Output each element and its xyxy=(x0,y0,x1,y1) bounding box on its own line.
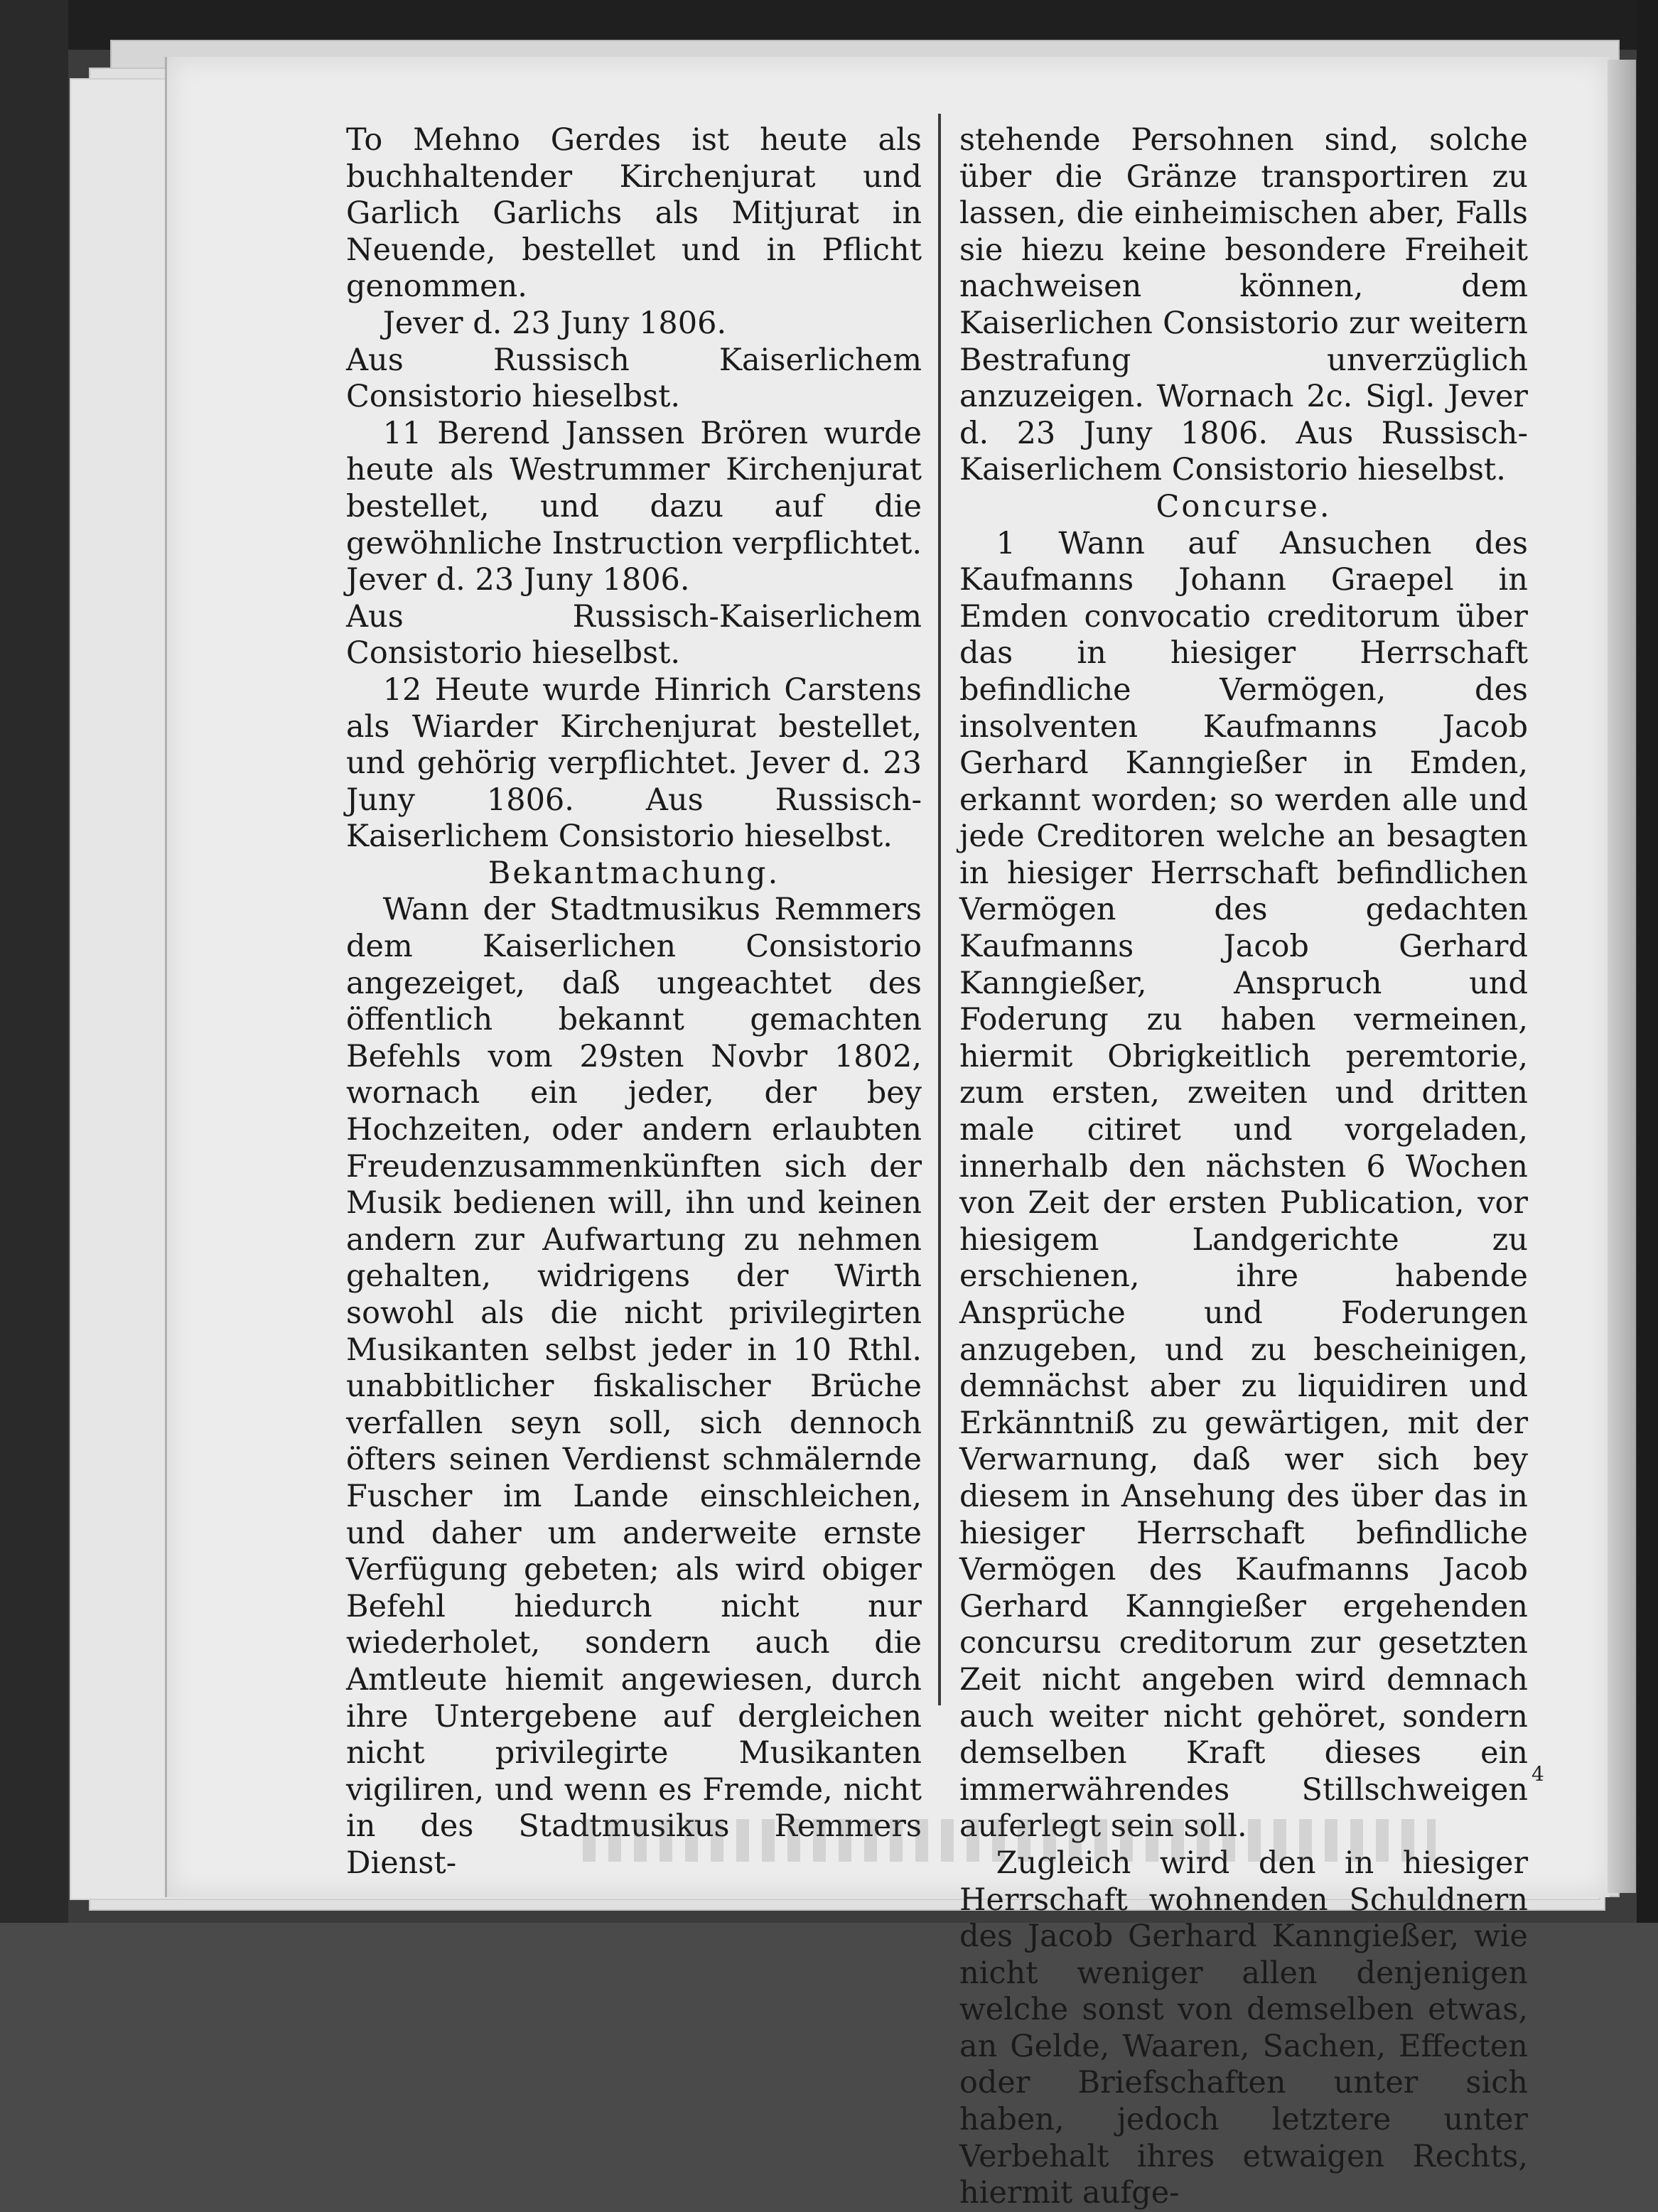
announcement-paragraph: stehende Persohnen sind, solche über die Gränze transportiren zu lassen, die einheimischen aber, Falls sie hiezu keine besondere Freiheit nachweisen können, dem Kaiserlichen Consistorio zur weitern Bestrafung unverzüglich anzuzeigen. Wornach 2c. Sigl. Jever d. 23 Juny 1806. Aus Russisch-Kaiserlichem Consistorio hieselbst. xyxy=(959,122,1528,488)
announcement-paragraph: 11 Berend Janssen Brören wurde heute als Westrummer Kirchenjurat bestellet, und dazu auf die gewöhnliche Instruction verpflichtet. Jever d. 23 Juny 1806. xyxy=(346,415,922,598)
left-column xyxy=(346,122,922,1882)
section-heading: Bekantmachung. xyxy=(488,855,780,891)
announcement-signature: Aus Russisch Kaiserlichem Consistorio hieselbst. xyxy=(346,342,922,415)
announcement-paragraph: 1 Wann auf Ansuchen des Kaufmanns Johann Graepel in Emden convocatio creditorum über das in hiesiger Herrschaft befindliche Vermögen, des insolventen Kaufmanns Jacob Gerhard Kanngießer in Emden, erkannt worden; so werden alle und jede Creditoren welche an besagten in hiesiger Herrschaft befindlichen Vermögen des gedachten Kaufmanns Jacob Gerhard Kanngießer, Anspruch und Foderung zu haben vermeinen, hiermit Obrigkeitlich peremtorie, zum ersten, zweiten und dritten male citiret und vorgeladen, innerhalb den nächsten 6 Wochen von Zeit der ersten Publication, vor hiesigem Landgerichte zu erschienen, ihre habende Ansprüche und Foderungen anzugeben, und zu bescheinigen, demnächst aber zu liquidiren und Erkänntniß zu gewärtigen, mit der Verwarnung, daß wer sich bey diesem in Ansehung des über das in hiesiger Herrschaft befindliche Vermögen des Kaufmanns Jacob Gerhard Kanngießer ergehenden concursu creditorum zur gesetzten Zeit nicht angeben wird demnach auch weiter nicht gehöret, sondern demselben Kraft dieses ein immerwährendes Stillschweigen auferlegt sein soll. xyxy=(959,525,1528,1845)
show-through-bleed xyxy=(583,1819,1436,1862)
announcement-paragraph: Wann der Stadtmusikus Remmers dem Kaiserlichen Consistorio angezeiget, daß ungeachtet des öffentlich bekannt gemachten Befehls vom 29sten Novbr 1802, wornach ein jeder, der bey Hochzeiten, oder andern erlaubten Freudenzusammenkünften sich der Musik bedienen will, ihn und keinen andern zur Aufwartung zu nehmen gehalten, widrigens der Wirth sowohl als die nicht privilegirten Musikanten selbst jeder in 10 Rthl. unabbitlicher fiskalischer Brüche verfallen seyn soll, sich dennoch öfters seinen Verdienst schmälernde Fuscher im Lande einschleichen, und daher um anderweite ernste Verfügung gebeten; als wird obiger Befehl hiedurch nicht nur wiederholet, sondern auch die Amtleute hiemit angewiesen, durch ihre Untergebene auf dergleichen nicht privilegirte Musikanten vigiliren, und wenn es Fremde, nicht in des Stadtmusikus Remmers Dienst- xyxy=(346,892,922,1881)
section-heading: Concurse. xyxy=(1156,488,1332,524)
right-column xyxy=(959,122,1528,2212)
announcement-paragraph: 12 Heute wurde Hinrich Carstens als Wiarder Kirchenjurat bestellet, und gehörig verpflichtet. Jever d. 23 Juny 1806. Aus Russisch-Kaiserlichem Consistorio hieselbst. xyxy=(346,671,922,855)
announcement-paragraph: To Mehno Gerdes ist heute als buchhaltender Kirchenjurat und Garlich Garlichs als Mitjurat in Neuende, bestellet und in Pflicht genommen. xyxy=(346,122,922,305)
announcement-signature: Aus Russisch-Kaiserlichem Consistorio hieselbst. xyxy=(346,598,922,671)
scan-backdrop-left xyxy=(0,0,68,1923)
announcement-paragraph: Zugleich wird den in hiesiger Herrschaft wohnenden Schuldnern des Jacob Gerhard Kanngießer, wie nicht weniger allen denjenigen welche sonst von demselben etwas, an Gelde, Waaren, Sachen, Effecten oder Briefschaften unter sich haben, jedoch letztere unter Verbehalt ihres etwaigen Rechts, hiermit aufge- xyxy=(959,1845,1528,2211)
page-edge xyxy=(1608,60,1636,1893)
column-divider xyxy=(938,114,941,1705)
announcement-date: Jever d. 23 Juny 1806. xyxy=(382,305,727,341)
page-margin-mark: 4 xyxy=(1532,1762,1544,1786)
scan-backdrop-right xyxy=(1637,0,1658,1923)
